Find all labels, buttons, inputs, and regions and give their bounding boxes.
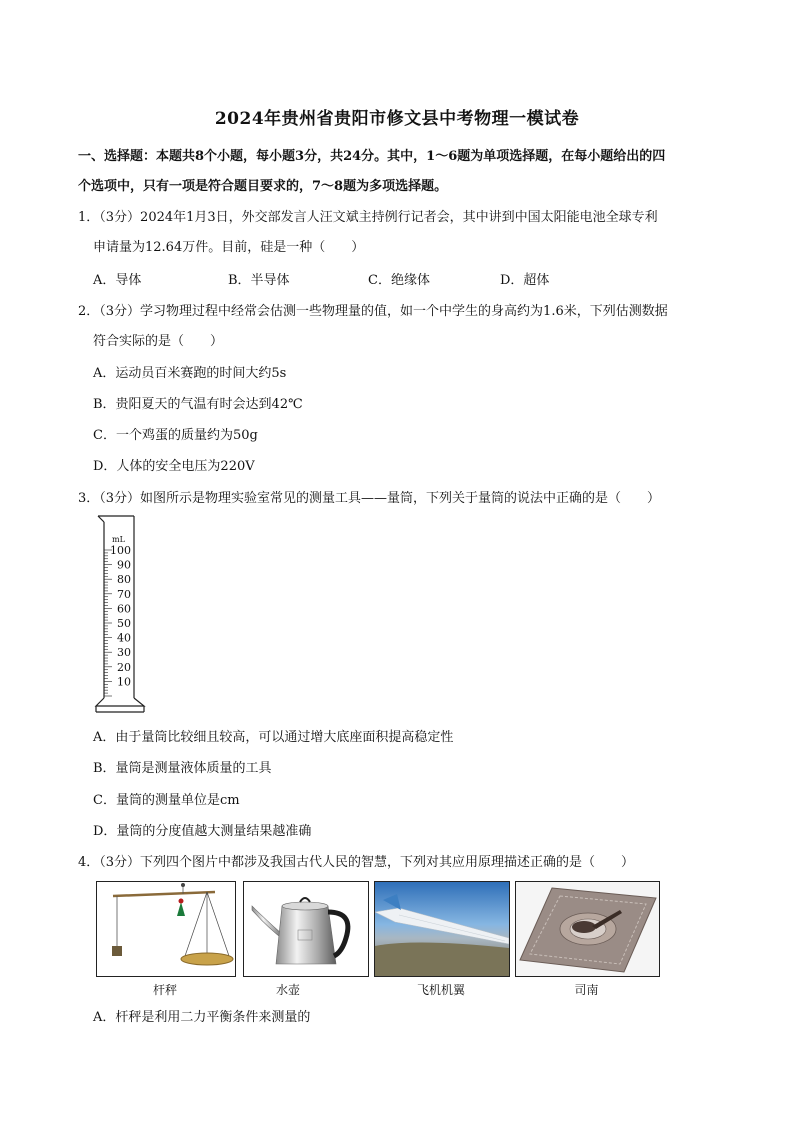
q3-option-a: A．由于量筒比较细且较高，可以通过增大底座面积提高稳定性 <box>93 730 454 745</box>
q3-stem-line-1: 3．（3分）如图所示是物理实验室常见的测量工具——量筒，下列关于量筒的说法中正确的是（ ） <box>78 491 661 506</box>
graduated-cylinder-svg <box>94 514 150 714</box>
q2-option-a: A．运动员百米赛跑的时间大约5s <box>93 366 287 381</box>
caption-kettle: 水壶 <box>275 983 300 997</box>
q1-option-a: A．导体 <box>93 273 142 288</box>
page-title: 2024年贵州省贵阳市修文县中考物理一模试卷 <box>214 109 580 129</box>
q2-option-b: B．贵阳夏天的气温有时会达到42℃ <box>93 397 303 412</box>
cylinder-tick-label: 30 <box>117 646 131 660</box>
cylinder-tick-label: 90 <box>117 558 131 572</box>
kettle-image <box>243 881 369 977</box>
cylinder-tick-label: 100 <box>110 544 131 557</box>
caption-sinan: 司南 <box>574 983 599 997</box>
q3-option-d: D．量筒的分度值越大测量结果越准确 <box>93 824 312 839</box>
q2-stem-line-1: 2．（3分）学习物理过程中经常会估测一些物理量的值，如一个中学生的身高约为1.6米，下列估测数据 <box>78 304 668 319</box>
q1-stem-line-1: 1．（3分）2024年1月3日，外交部发言人汪文斌主持例行记者会，其中讲到中国太阳能电池全球专利 <box>78 210 658 225</box>
cylinder-tick-label: 80 <box>117 573 131 587</box>
section-instruction-line-1: 一、选择题：本题共8个小题，每小题3分，共24分。其中，1～6题为单项选择题，在每小题给出的四 <box>78 149 666 164</box>
airplane-wing-image <box>374 881 510 977</box>
cylinder-tick-label: 10 <box>117 675 131 689</box>
cylinder-tick-label: 50 <box>117 617 131 630</box>
cylinder-tick-label: 70 <box>117 587 131 601</box>
q1-stem-line-2: 申请量为12.64万件。目前，硅是一种（ ） <box>93 240 365 255</box>
q4-option-a: A．杆秤是利用二力平衡条件来测量的 <box>93 1010 311 1025</box>
sinan-compass-image <box>515 881 660 977</box>
cylinder-unit-label: mL <box>112 535 125 544</box>
caption-steelyard: 杆秤 <box>152 983 177 997</box>
q2-stem-line-2: 符合实际的是（ ） <box>93 334 224 349</box>
q3-option-c: C．量筒的测量单位是cm <box>93 793 240 808</box>
cylinder-tick-label: 20 <box>117 660 131 674</box>
q1-option-d: D．超体 <box>500 273 550 288</box>
q1-option-b: B．半导体 <box>228 273 290 288</box>
steelyard-image <box>96 881 236 977</box>
q4-stem-line-1: 4．（3分）下列四个图片中都涉及我国古代人民的智慧，下列对其应用原理描述正确的是（ ） <box>78 855 635 870</box>
graduated-cylinder-figure <box>94 514 150 714</box>
cylinder-tick-label: 60 <box>117 602 131 616</box>
q2-option-d: D．人体的安全电压为220V <box>93 459 255 474</box>
cylinder-tick-label: 40 <box>117 631 131 645</box>
caption-airplane-wing: 飞机机翼 <box>416 983 465 997</box>
q2-option-c: C．一个鸡蛋的质量约为50g <box>93 428 258 443</box>
q1-option-c: C．绝缘体 <box>368 273 430 288</box>
section-instruction-line-2: 个选项中，只有一项是符合题目要求的，7～8题为多项选择题。 <box>78 179 448 194</box>
q3-option-b: B．量筒是测量液体质量的工具 <box>93 761 272 776</box>
